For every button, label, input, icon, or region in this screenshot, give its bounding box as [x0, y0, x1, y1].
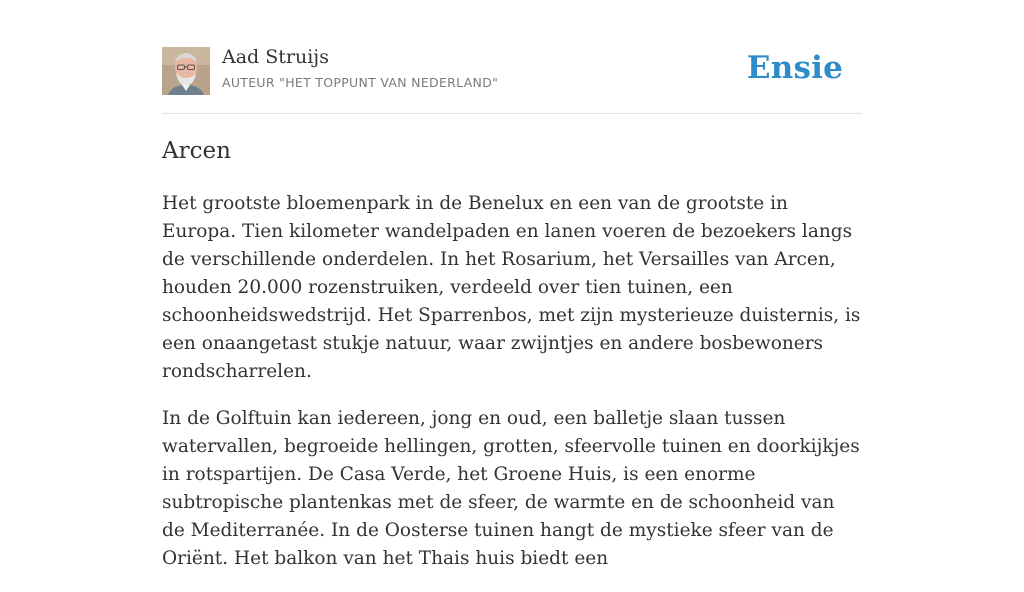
article-header — [162, 0, 862, 114]
author-avatar[interactable] — [162, 47, 210, 95]
article-title: Arcen — [162, 138, 231, 164]
content-container — [162, 0, 862, 569]
article-paragraph: In de Golftuin kan iedereen, jong en oud, een balletje slaan tussen watervallen, begroeide hellingen, grotten, sfeervolle tuinen en doorkijkjes in rotspartijen. De Casa Verde, het Groene Huis, is een enorme subtropische plantenkas met de sfeer, de warmte en de schoonheid van de Mediterranée. In de Oosterse tuinen hangt de mystieke sfeer van de Oriënt. Het balkon van het Thais huis biedt een — [162, 408, 860, 569]
ensie-logo[interactable]: Ensie — [746, 50, 843, 86]
author-photo — [162, 47, 210, 95]
article-body — [162, 190, 862, 592]
author-subtitle: AUTEUR "HET TOPPUNT VAN NEDERLAND" — [222, 75, 499, 90]
article-paragraph: Het grootste bloemenpark in de Benelux en een van de grootste in Europa. Tien kilometer wandelpaden en lanen voeren de bezoekers langs de verschillende onderdelen. In het Rosarium, het Versailles van Arcen, houden 20.000 rozenstruiken, verdeeld over tien tuinen, een schoonheidswedstrijd. Het Sparrenbos, met zijn mysterieuze duisternis, is een onaangetast stukje natuur, waar zwijntjes en andere bosbewoners rondscharrelen. — [162, 193, 861, 382]
author-name[interactable]: Aad Struijs — [222, 46, 329, 68]
